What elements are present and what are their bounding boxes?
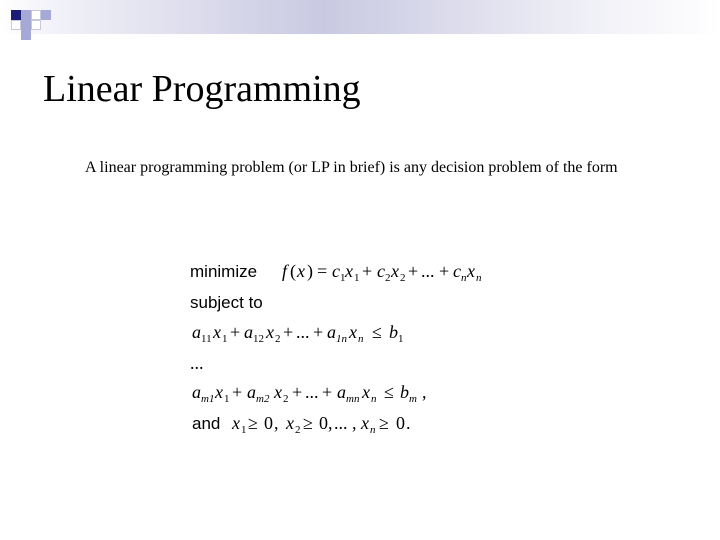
sub-1: 1 — [398, 333, 404, 345]
plus-sign: + — [439, 261, 450, 281]
sub-1: 1 — [222, 333, 228, 345]
and-label: and — [192, 414, 221, 433]
sub-12: 12 — [253, 333, 264, 345]
dots: ... — [421, 261, 435, 281]
plus-sign: + — [230, 322, 241, 342]
dots: ... — [334, 413, 348, 433]
objective-rparen: ) — [307, 261, 313, 281]
sub-2: 2 — [295, 424, 301, 436]
dots: ... — [305, 382, 319, 402]
sub-m: m — [409, 393, 417, 405]
sub-1: 1 — [340, 272, 346, 284]
coef-a: a — [192, 322, 201, 342]
sub-m1: m1 — [201, 393, 215, 405]
intro-paragraph: A linear programming problem (or LP in brief) is any decision problem of the form — [85, 159, 618, 176]
sub-n: n — [461, 272, 467, 284]
coef-a: a — [327, 322, 336, 342]
decor-square-outline — [11, 20, 21, 30]
coef-a: a — [247, 382, 256, 402]
plus-sign: + — [313, 322, 324, 342]
sub-2: 2 — [275, 333, 281, 345]
var-x: x — [345, 261, 353, 281]
coef-c: c — [453, 261, 461, 281]
coef-a: a — [192, 382, 201, 402]
sub-m2: m2 — [256, 393, 270, 405]
decor-square-light — [21, 30, 31, 40]
dots: ... — [296, 322, 310, 342]
coef-a: a — [244, 322, 253, 342]
zero: 0 — [264, 413, 273, 433]
plus-sign: + — [292, 382, 303, 402]
sub-n: n — [371, 393, 377, 405]
rhs-b: b — [389, 322, 398, 342]
sub-2: 2 — [283, 393, 289, 405]
objective-x: x — [297, 261, 305, 281]
var-x: x — [349, 322, 357, 342]
comma: , — [274, 413, 279, 433]
geq-sign: ≥ — [379, 413, 389, 433]
subject-to-label: subject to — [190, 293, 263, 312]
sub-1: 1 — [224, 393, 230, 405]
var-x: x — [215, 382, 223, 402]
plus-sign: + — [362, 261, 373, 281]
sub-n: n — [370, 424, 376, 436]
var-x: x — [274, 382, 282, 402]
sub-2: 2 — [400, 272, 406, 284]
comma: , — [328, 413, 333, 433]
decor-square-dark — [11, 10, 21, 20]
geq-sign: ≥ — [303, 413, 313, 433]
var-x: x — [232, 413, 240, 433]
comma: , — [422, 382, 427, 402]
decor-square-light — [21, 20, 31, 30]
rows-ellipsis: ... — [190, 353, 204, 373]
sub-2: 2 — [385, 272, 391, 284]
decor-square-outline — [31, 20, 41, 30]
var-x: x — [362, 382, 370, 402]
sub-1: 1 — [241, 424, 247, 436]
coef-a: a — [337, 382, 346, 402]
var-x: x — [391, 261, 399, 281]
objective-lparen: ( — [290, 261, 296, 281]
coef-c: c — [332, 261, 340, 281]
decor-square-light — [41, 10, 51, 20]
leq-sign: ≤ — [372, 322, 382, 342]
equals-sign: = — [317, 261, 328, 281]
sub-1n: 1n — [336, 333, 347, 345]
plus-sign: + — [283, 322, 294, 342]
leq-sign: ≤ — [384, 382, 394, 402]
sub-n: n — [476, 272, 482, 284]
coef-c: c — [377, 261, 385, 281]
var-x: x — [361, 413, 369, 433]
sub-1: 1 — [354, 272, 360, 284]
minimize-label: minimize — [190, 262, 258, 281]
slide-title: Linear Programming — [43, 68, 361, 110]
var-x: x — [213, 322, 221, 342]
comma: , — [352, 413, 357, 433]
sub-mn: mn — [346, 393, 360, 405]
plus-sign: + — [408, 261, 419, 281]
header-decoration-band — [0, 0, 720, 34]
objective-f: f — [282, 261, 288, 281]
decor-square-light — [21, 10, 31, 20]
decor-square-outline — [31, 10, 41, 20]
rhs-b: b — [400, 382, 409, 402]
zero: 0 — [319, 413, 328, 433]
plus-sign: + — [322, 382, 333, 402]
sub-n: n — [358, 333, 364, 345]
period: . — [406, 413, 411, 433]
geq-sign: ≥ — [248, 413, 258, 433]
zero: 0 — [396, 413, 405, 433]
var-x: x — [266, 322, 274, 342]
sub-11: 11 — [201, 333, 212, 345]
var-x: x — [286, 413, 294, 433]
var-x: x — [467, 261, 475, 281]
plus-sign: + — [232, 382, 243, 402]
lp-formulation — [190, 256, 520, 436]
